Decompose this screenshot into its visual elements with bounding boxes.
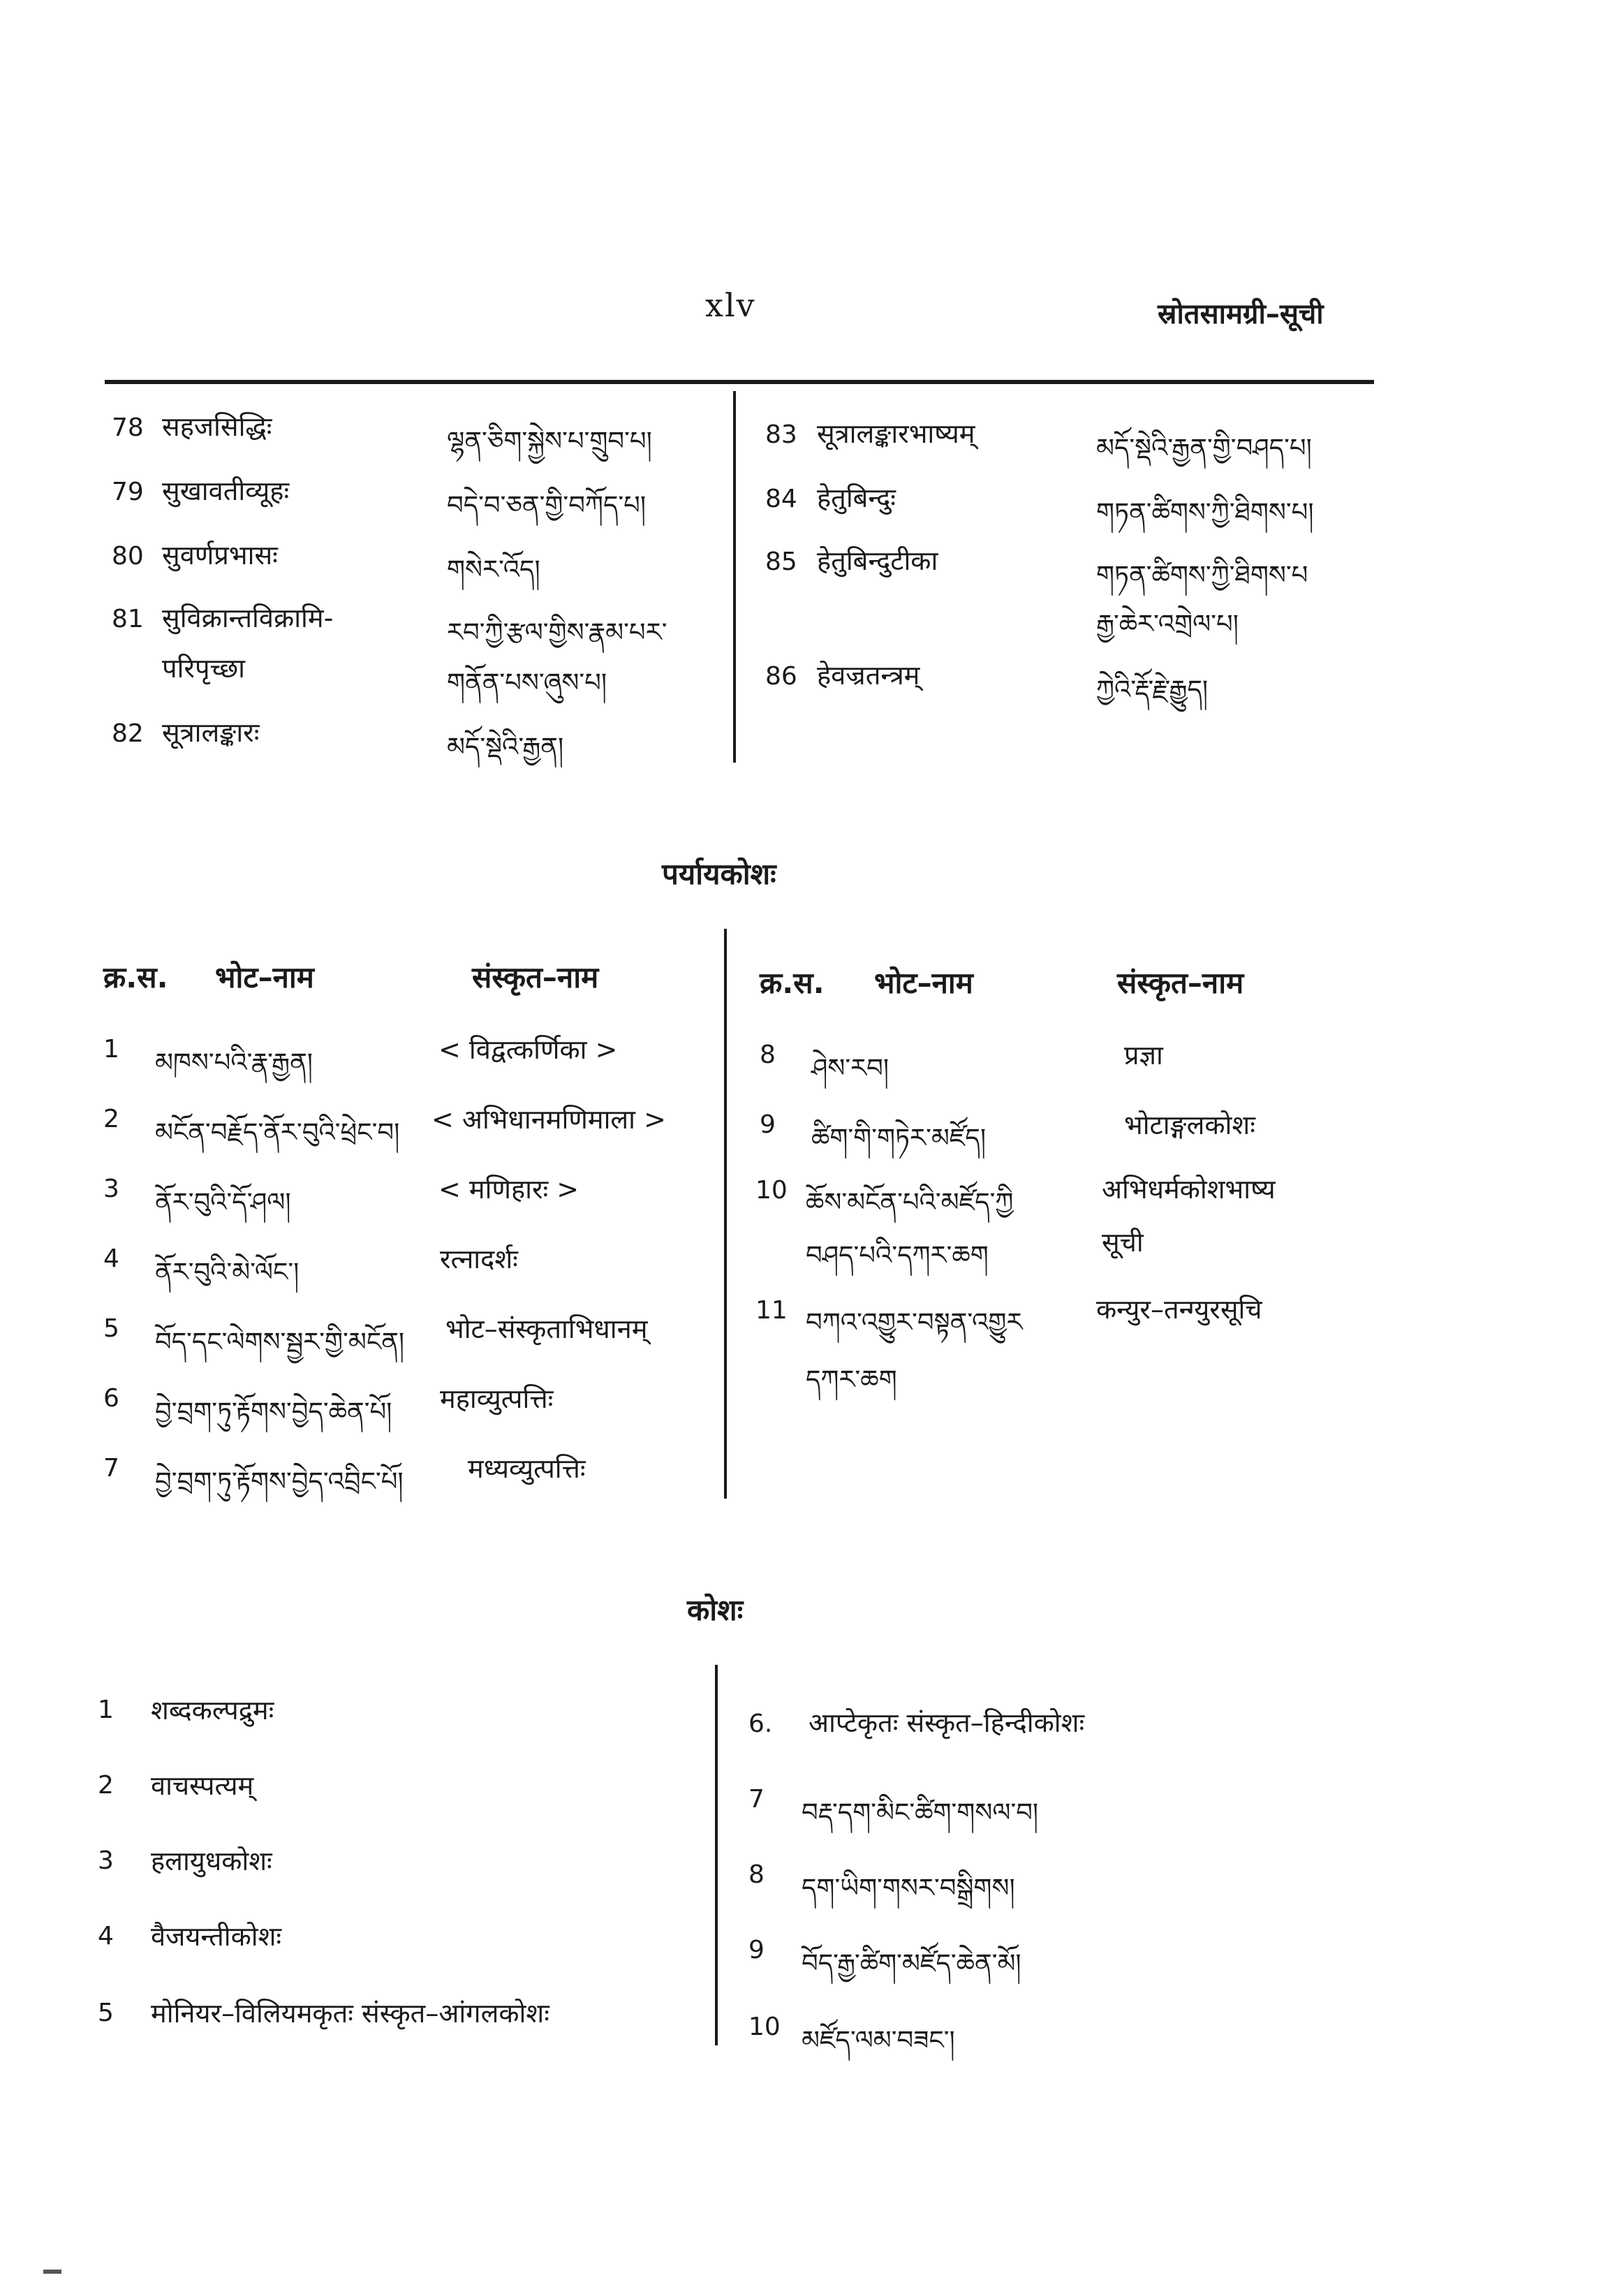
table-row-tibetan: ཆོས་མངོན་པའི་མཛོད་ཀྱི: [806, 1187, 1014, 1217]
list-item-number: 82: [112, 719, 144, 748]
list-item-tibetan: གཏན་ཚིགས་ཀྱི་ཐིགས་པ: [1096, 560, 1308, 590]
list-item-tibetan: རབ་ཀྱི་རྩལ་གྱིས་རྣམ་པར་: [447, 617, 667, 647]
list-item-sanskrit: सुविक्रान्तविक्रामि-: [162, 603, 334, 633]
column-header-sanskrit: संस्कृत–नाम: [472, 960, 599, 994]
table-row-number: 2: [103, 1105, 119, 1133]
list-item-sanskrit: हेवज्रतन्त्रम्: [817, 660, 920, 691]
list-item-sanskrit: हेतुबिन्दुः: [817, 483, 896, 513]
list-item-number: 8: [748, 1860, 765, 1889]
table-row-tibetan: བྱེ་བྲག་ཏུ་རྟོགས་བྱེད་ཆེན་པོ།: [155, 1397, 392, 1427]
table-row-sanskrit: अभिधर्मकोशभाष्य: [1102, 1174, 1276, 1205]
list-item-number: 9: [748, 1936, 765, 1964]
table-row-number: 3: [103, 1175, 119, 1203]
list-item-number: 84: [765, 485, 797, 513]
table-row-sanskrit: भोटाङ्गलकोशः: [1124, 1110, 1255, 1140]
table-row-tibetan-cont: བཤད་པའི་དཀར་ཆག: [806, 1240, 989, 1270]
sources-column-divider: [733, 391, 736, 763]
table-row-number: 7: [103, 1454, 119, 1483]
table-row-number: 10: [755, 1176, 788, 1205]
table-row-tibetan: ནོར་བུའི་དོ་ཤལ།: [155, 1187, 291, 1217]
list-item-number: 79: [112, 478, 144, 506]
list-item-number: 4: [98, 1922, 114, 1950]
list-item-text: वाचस्पत्यम्: [151, 1770, 254, 1801]
list-item-number: 3: [98, 1846, 114, 1875]
table-row-number: 6: [103, 1384, 119, 1413]
list-item-sanskrit-cont: परिपृच्छा: [162, 653, 246, 684]
column-header-bhot: भोट–नाम: [215, 960, 314, 994]
table-row-number: 5: [103, 1314, 119, 1343]
running-title: स्रोतसामग्री–सूची: [1158, 298, 1324, 330]
table-row-tibetan: མངོན་བརྗོད་ནོར་བུའི་ཕྲེང་བ།: [155, 1117, 400, 1147]
table-row-tibetan: མཁས་པའི་རྣ་རྒྱན།: [155, 1047, 313, 1078]
list-item-text: मोनियर–विलियमकृतः संस्कृत–आंगलकोशः: [151, 1998, 549, 2029]
table-row-tibetan: ཤེས་རབ།: [811, 1053, 889, 1083]
list-item-number: 81: [112, 605, 144, 633]
list-item-number: 86: [765, 662, 797, 691]
list-item-number: 80: [112, 542, 144, 571]
list-item-text: མཛོད་ལམ་བཟང་།: [802, 2025, 955, 2055]
table-row-sanskrit: कन्युर–तन्ग्युरसूचि: [1096, 1294, 1262, 1325]
column-header-bhot: भोट–नाम: [874, 966, 973, 1000]
list-item-sanskrit: सुवर्णप्रभासः: [162, 540, 278, 571]
list-item-number: 1: [98, 1696, 114, 1724]
list-item-number: 7: [748, 1785, 765, 1814]
list-item-text: आप्टेकृतः संस्कृत–हिन्दीकोशः: [809, 1707, 1085, 1738]
table-row-number: 9: [760, 1110, 776, 1139]
list-item-number: 10: [748, 2013, 781, 2041]
table-row-tibetan: ནོར་བུའི་མེ་ལོང་།: [155, 1257, 300, 1287]
table-row-sanskrit: < मणिहारः >: [438, 1174, 580, 1205]
table-row-tibetan: བཀའ་འགྱུར་བསྟན་འགྱུར: [806, 1307, 1023, 1337]
list-item-sanskrit: हेतुबिन्दुटीका: [817, 545, 938, 576]
list-item-tibetan: བདེ་བ་ཅན་གྱི་བཀོད་པ།: [447, 490, 647, 520]
table-row-number: 11: [755, 1296, 788, 1325]
list-item-tibetan-cont: རྒྱ་ཆེར་འགྲེལ་པ།: [1096, 609, 1239, 639]
table-row-tibetan-cont: དཀར་ཆག: [806, 1365, 897, 1395]
table-row-tibetan: ཚིག་གི་གཏེར་མཛོད།: [811, 1123, 987, 1153]
table-row-number: 8: [760, 1041, 776, 1069]
list-item-tibetan: མདོ་སྡེའི་རྒྱན་གྱི་བཤད་པ།: [1096, 433, 1312, 463]
kosha-column-divider: [715, 1665, 718, 2045]
column-header-sanskrit: संस्कृत–नाम: [1117, 966, 1244, 1000]
list-item-tibetan: མདོ་སྡེའི་རྒྱན།: [447, 732, 564, 762]
list-item-number: 6.: [748, 1710, 773, 1738]
table-row-sanskrit: भोट–संस्कृताभिधानम्: [445, 1314, 648, 1344]
list-item-number: 78: [112, 413, 144, 442]
table-row-tibetan: བོད་དང་ལེགས་སྦྱར་གྱི་མངོན།: [155, 1327, 405, 1357]
table-row-sanskrit-cont: सूची: [1102, 1227, 1144, 1258]
table-row-tibetan: བྱེ་བྲག་ཏུ་རྟོགས་བྱེད་འབྲིང་པོ།: [155, 1466, 404, 1497]
table-row-sanskrit: महाव्युत्पत्तिः: [440, 1383, 554, 1414]
table-row-sanskrit: प्रज्ञा: [1124, 1040, 1163, 1071]
list-item-text: དག་ཡིག་གསར་བསྒྲིགས།: [802, 1873, 1015, 1903]
table-row-sanskrit: < अभिधानमणिमाला >: [431, 1104, 666, 1135]
table-row-sanskrit: < विद्वत्कर्णिका >: [438, 1034, 618, 1065]
list-item-number: 5: [98, 1999, 114, 2027]
section-title-paryaya: पर्यायकोशः: [662, 857, 776, 891]
list-item-tibetan: གསེར་འོད།: [447, 554, 540, 584]
list-item-text: བོད་རྒྱ་ཚིག་མཛོད་ཆེན་མོ།: [802, 1948, 1021, 1978]
list-item-number: 85: [765, 547, 797, 576]
column-header-sn: क्र.स.: [103, 960, 168, 994]
list-item-sanskrit: सुखावतीव्यूहः: [162, 476, 290, 506]
table-row-sanskrit: मध्यव्युत्पत्तिः: [468, 1453, 586, 1484]
list-item-number: 83: [765, 420, 797, 449]
header-rule: [105, 380, 1374, 384]
paryaya-column-divider: [724, 929, 727, 1499]
list-item-tibetan: ལྷན་ཅིག་སྐྱེས་པ་གྲུབ་པ།: [447, 426, 652, 456]
section-title-kosha: कोशः: [687, 1593, 744, 1627]
table-row-number: 1: [103, 1035, 119, 1064]
list-item-sanskrit: सूत्रालङ्कारभाष्यम्: [817, 418, 975, 449]
list-item-number: 2: [98, 1771, 114, 1800]
list-item-tibetan: ཀྱེའི་རྡོ་རྗེ་རྒྱུད།: [1096, 675, 1209, 705]
list-item-tibetan-cont: གནོན་པས་ཞུས་པ།: [447, 668, 607, 698]
scan-mark: [43, 2270, 61, 2274]
list-item-sanskrit: सहजसिद्धिः: [162, 411, 272, 442]
list-item-tibetan: གཏན་ཚིགས་ཀྱི་ཐིགས་པ།: [1096, 497, 1314, 527]
table-row-number: 4: [103, 1244, 119, 1273]
table-row-sanskrit: रत्नादर्शः: [440, 1244, 518, 1274]
page-number: xlv: [705, 286, 756, 324]
column-header-sn: क्र.स.: [760, 966, 825, 1000]
list-item-sanskrit: सूत्रालङ्कारः: [162, 717, 260, 748]
list-item-text: हलायुधकोशः: [151, 1846, 272, 1876]
list-item-text: वैजयन्तीकोशः: [151, 1921, 282, 1952]
list-item-text: བརྡ་དག་མིང་ཚིག་གསལ་བ།: [802, 1797, 1039, 1828]
list-item-text: शब्दकल्पद्रुमः: [151, 1695, 274, 1726]
